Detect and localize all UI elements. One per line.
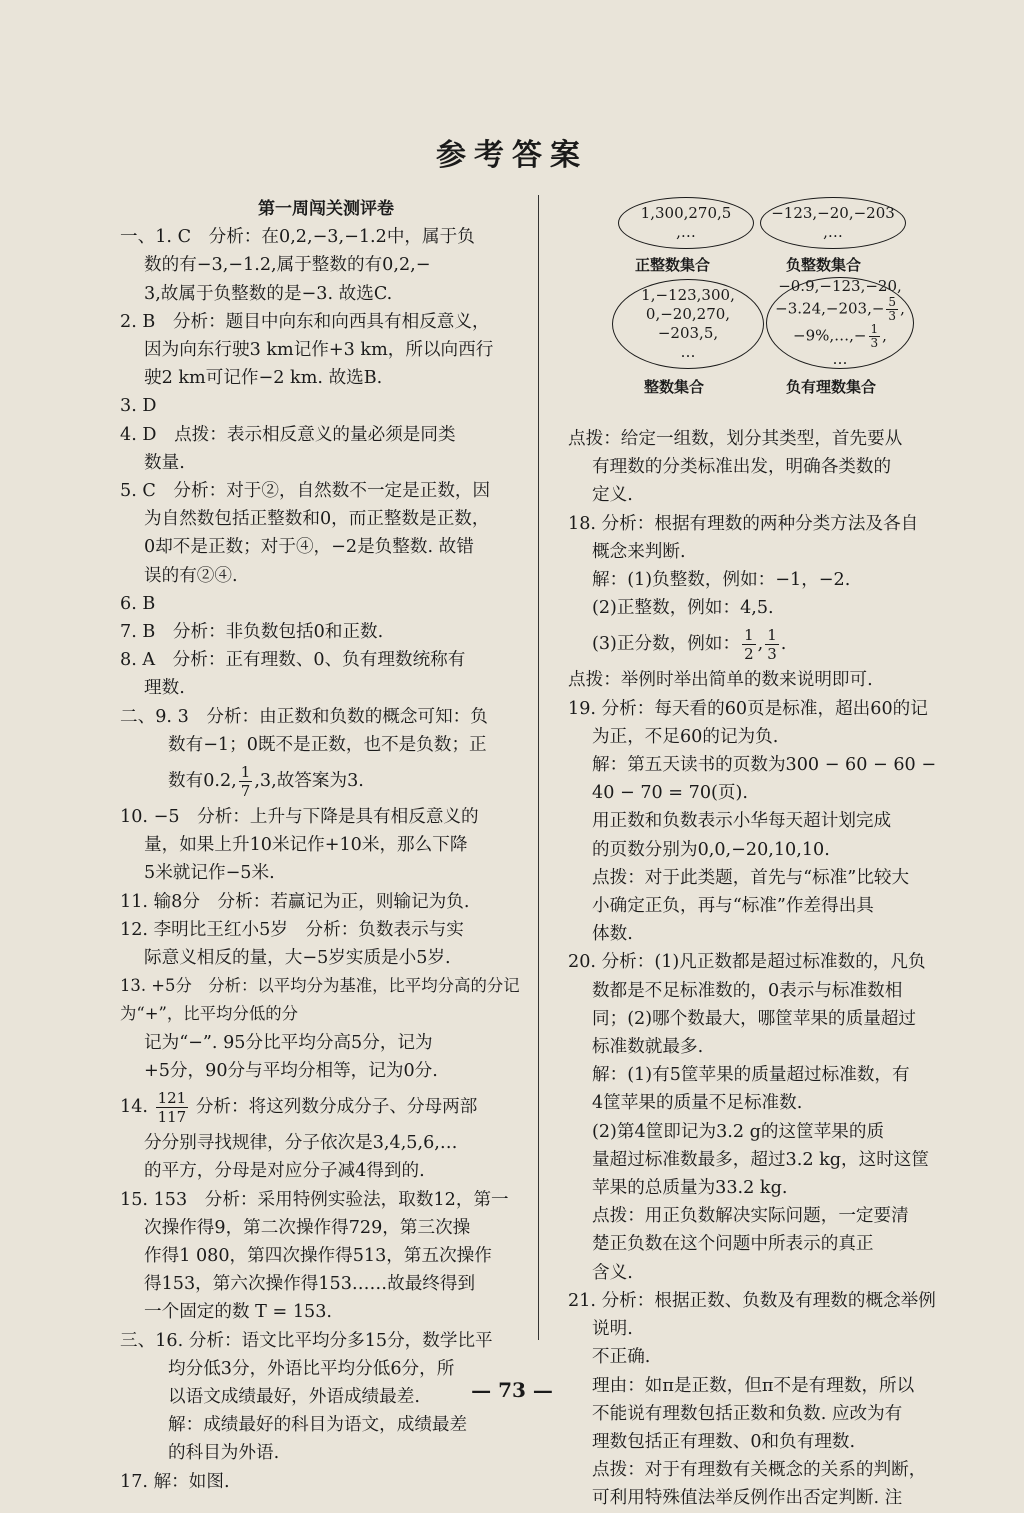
text-line: 的平方，分母是对应分子减4得到的.	[144, 1161, 425, 1182]
right-column	[568, 195, 946, 1513]
text-line: 11. 输8分 分析：若赢记为正，则输记为负.	[120, 891, 470, 912]
text-line: 用正数和负数表示小华每天超计划完成	[592, 811, 892, 832]
text-line: 数量.	[144, 452, 185, 473]
text-line: 7. B 分析：非负数包括0和正数.	[120, 622, 384, 643]
text-line: 2. B 分析：题目中向东和向西具有相反意义，	[120, 311, 490, 332]
text-line: 均分低3分，外语比平均分低6分，所	[168, 1358, 455, 1379]
negative-rational-set: −0.9,−123,−20, −3.24,−203,− $\frac{5}{3}$ , −9%,…,− $\frac{1}{3}$ , …	[766, 277, 914, 369]
fraction-one-seventh: $\frac{1}{7}$	[240, 762, 251, 800]
text-line: 标准数就最多.	[592, 1037, 704, 1058]
text-fragment: 数有0.2,	[168, 771, 237, 792]
page-number: — 73 —	[471, 1378, 553, 1402]
text-line: 同；(2)哪个数最大，哪筐苹果的质量超过	[592, 1008, 917, 1029]
text-line: 记为“−”. 95分比平均分高5分，记为	[144, 1032, 433, 1053]
column-divider	[538, 195, 539, 1340]
text-line: 不能说有理数包括正数和负数. 应改为有	[592, 1403, 903, 1424]
fraction-one-half: $\frac{1}{2}$	[744, 625, 754, 663]
positive-integer-set: 1,300,270,5 ,…	[618, 197, 754, 249]
negative-integer-set-label: 负整数集合	[786, 256, 862, 274]
text-fragment: ,3,故答案为3.	[254, 771, 364, 792]
text-line: 概念来判断.	[592, 541, 686, 562]
text-line: 作得1 080，第四次操作得513，第五次操作	[144, 1245, 492, 1266]
text-line: 次操作得9，第二次操作得729，第三次操	[144, 1217, 471, 1238]
text-fragment: 分析：将这列数分成分子、分母两部	[195, 1097, 478, 1118]
text-line: 点拨：举例时举出简单的数来说明即可.	[568, 670, 873, 691]
text-line: 18. 分析：根据有理数的两种分类方法及各自	[568, 513, 919, 534]
fraction-one-third: $\frac{1}{3}$	[870, 322, 879, 350]
text-line: 分分别寻找规律，分子依次是3,4,5,6,…	[144, 1133, 458, 1154]
text-line: 17. 解：如图.	[120, 1471, 230, 1492]
text-line	[120, 1085, 532, 1129]
text-line: 苹果的总质量为33.2 kg.	[592, 1178, 788, 1199]
text-line: 解：(1)负整数，例如：−1，−2.	[592, 570, 851, 591]
text-line: 解：(1)有5筐苹果的质量超过标准数，有	[592, 1065, 910, 1086]
text-line: 三、16. 分析：语文比平均分多15分，数学比平	[120, 1330, 493, 1351]
text-line: 数都是不足标准数的，0表示与标准数相	[592, 980, 903, 1001]
text-line: 理由：如π是正数，但π不是有理数，所以	[592, 1375, 915, 1396]
text-line: 因为向东行驶3 km记作+3 km，所以向西行	[144, 340, 494, 361]
text-line: 的科目为外语.	[168, 1443, 280, 1464]
text-line: 一个固定的数 T = 153.	[144, 1302, 332, 1323]
text-line: 0却不是正数；对于④，−2是负整数. 故错	[144, 537, 474, 558]
text-line: 点拨：用正负数解决实际问题，一定要清	[592, 1206, 909, 1227]
text-line: 4. D 点拨：表示相反意义的量必须是同类	[120, 424, 456, 445]
text-line: 15. 153 分析：采用特例实验法，取数12，第一	[120, 1189, 509, 1210]
integer-set: 1,−123,300, 0,−20,270, −203,5, …	[612, 279, 764, 369]
fraction-121-117: $\frac{121}{117}$	[157, 1088, 187, 1126]
set-diagram	[568, 195, 946, 425]
text-line: 40 − 70 = 70(页).	[592, 783, 748, 804]
text-line: 12. 李明比王红小5岁 分析：负数表示与实	[120, 919, 464, 940]
text-line: 量超过标准数最多，超过3.2 kg，这时这筐	[592, 1149, 929, 1170]
text-line: 一、1. C 分析：在0,2,−3,−1.2中，属于负	[120, 227, 475, 248]
text-line: 数的有−3,−1.2,属于整数的有0,2,−	[144, 255, 431, 276]
text-line: 以语文成绩最好，外语成绩最差.	[168, 1386, 420, 1407]
text-line: 际意义相反的量，大−5岁实质是小5岁.	[144, 948, 451, 969]
text-line: (2)正整数，例如：4,5.	[592, 598, 774, 619]
text-line: 理数.	[144, 678, 185, 699]
text-line: 4筐苹果的质量不足标准数.	[592, 1093, 803, 1114]
text-line: 20. 分析：(1)凡正数都是超过标准数的，凡负	[568, 952, 926, 973]
text-line: 点拨：对于有理数有关概念的关系的判断，	[592, 1460, 927, 1481]
text-line: 不正确.	[592, 1347, 651, 1368]
text-line: 21. 分析：根据正数、负数及有理数的概念举例	[568, 1290, 936, 1311]
text-line: 小确定正负，再与“标准”作差得出具	[592, 896, 874, 917]
negative-integer-set: −123,−20,−203 ,…	[760, 197, 906, 249]
left-column	[120, 195, 532, 1496]
text-line: 的页数分别为0,0,−20,10,10.	[592, 839, 830, 860]
section-title: 第一周闯关测评卷	[258, 199, 394, 219]
negative-rational-set-label: 负有理数集合	[786, 378, 877, 396]
text-line: 楚正负数在这个问题中所表示的真正	[592, 1234, 874, 1255]
text-line: 二、9. 3 分析：由正数和负数的概念可知：负	[120, 706, 488, 727]
text-line: 数有−1；0既不是正数，也不是负数；正	[168, 734, 487, 755]
fraction-one-third: $\frac{1}{3}$	[767, 625, 777, 663]
page-title: 参考答案	[436, 138, 588, 173]
text-line: 解：成绩最好的科目为语文，成绩最差	[168, 1415, 468, 1436]
text-line: 误的有②④.	[144, 565, 238, 586]
text-line: 19. 分析：每天看的60页是标准，超出60的记	[568, 698, 928, 719]
question-number: 14.	[120, 1097, 148, 1118]
text-line: 有理数的分类标准出发，明确各类数的	[592, 457, 892, 478]
text-line: 8. A 分析：正有理数、0、负有理数统称有	[120, 650, 466, 671]
text-line: 解：第五天读书的页数为300 − 60 − 60 −	[592, 755, 937, 776]
text-line: 驶2 km可记作−2 km. 故选B.	[144, 368, 383, 389]
text-line: 3,故属于负整数的是−3. 故选C.	[144, 283, 393, 304]
text-line: 可利用特殊值法举反例作出否定判断. 注	[592, 1488, 903, 1509]
text-line: 6. B	[120, 593, 156, 614]
text-line: 5. C 分析：对于②，自然数不一定是正数，因	[120, 481, 491, 502]
text-line: (3)正分数，例如： $\frac{1}{2}$ , $\frac{1}{3}$ .	[592, 625, 787, 663]
text-line: 说明.	[592, 1319, 633, 1340]
text-line: +5分，90分与平均分相等，记为0分.	[144, 1060, 438, 1081]
text-line: 10. −5 分析：上升与下降是具有相反意义的	[120, 807, 479, 828]
text-line: (2)第4筐即记为3.2 g的这筐苹果的质	[592, 1121, 885, 1142]
text-line: 点拨：对于此类题，首先与“标准”比较大	[592, 867, 910, 888]
text-line: 3. D	[120, 396, 157, 417]
text-line: 定义.	[592, 485, 633, 506]
text-line: 体数.	[592, 924, 633, 945]
fraction-five-thirds: $\frac{5}{3}$	[888, 295, 897, 323]
text-line: 含义.	[592, 1262, 633, 1283]
text-line: 理数包括正有理数、0和负有理数.	[592, 1431, 856, 1452]
text-fragment: (3)正分数，例如：	[592, 634, 741, 655]
text-line: 为自然数包括正整数和0，而正整数是正数，	[144, 509, 490, 530]
text-line: 为正，不足60的记为负.	[592, 726, 779, 747]
text-line: 13. +5分 分析：以平均分为基准，比平均分高的分记为“+”，比平均分低的分	[120, 976, 520, 1024]
text-line: 点拨：给定一组数，划分其类型，首先要从	[568, 429, 903, 449]
text-line	[120, 759, 532, 803]
text-line: 得153，第六次操作得153……故最终得到	[144, 1274, 476, 1295]
text-line: 量，如果上升10米记作+10米，那么下降	[144, 835, 468, 856]
integer-set-label: 整数集合	[644, 378, 705, 396]
positive-integer-set-label: 正整数集合	[635, 256, 711, 274]
text-line: 5米就记作−5米.	[144, 863, 275, 884]
